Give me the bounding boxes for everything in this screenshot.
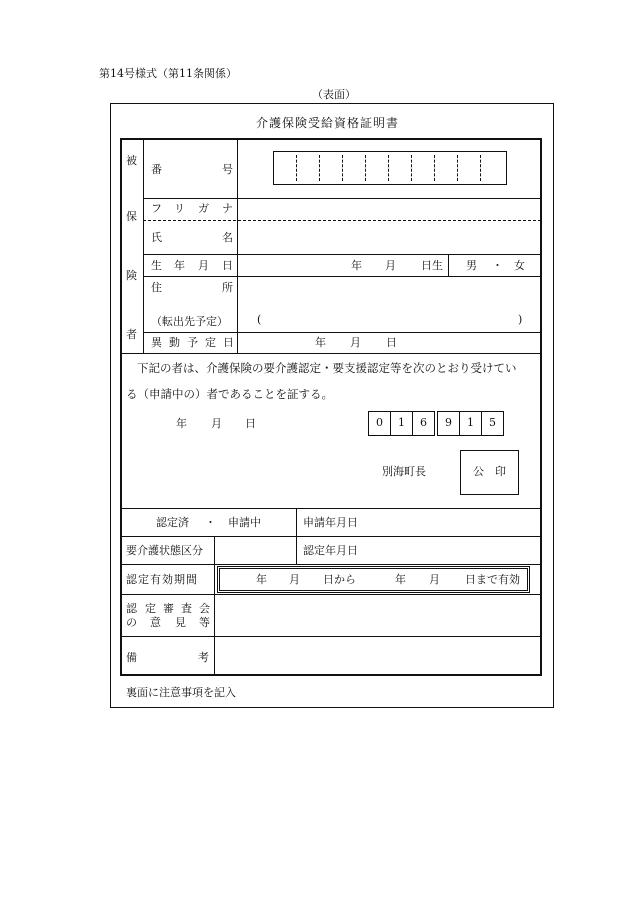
form-number: 第14号様式（第11条関係） bbox=[99, 67, 237, 80]
birth-4: 日 bbox=[222, 259, 233, 272]
application-date-label: 申請年月日 bbox=[303, 516, 358, 529]
birth-day: 日生 bbox=[421, 259, 443, 272]
move-month: 月 bbox=[350, 336, 361, 349]
review-7: 意 bbox=[150, 616, 161, 629]
main-frame bbox=[120, 138, 542, 676]
insured-char-1: 被 bbox=[126, 154, 137, 167]
period-from-day: 日から bbox=[323, 573, 356, 586]
birth-month: 月 bbox=[385, 259, 396, 272]
remarks-a: 備 bbox=[126, 651, 137, 664]
insured-char-4: 者 bbox=[126, 328, 137, 341]
period-from-month: 月 bbox=[289, 573, 300, 586]
certify-line-1: 下記の者は、介護保険の要介護認定・要支援認定等を次のとおり受けてい bbox=[137, 361, 517, 375]
transfer-paren-open: ( bbox=[257, 313, 262, 326]
furigana-2: リ bbox=[174, 202, 185, 215]
insurer-digit-1: 0 bbox=[368, 411, 391, 436]
review-4: 査 bbox=[181, 602, 192, 615]
insurer-digit-3: 6 bbox=[412, 411, 435, 436]
move-day: 日 bbox=[386, 336, 397, 349]
review-6: の bbox=[126, 616, 137, 629]
seal-label: 公 印 bbox=[473, 465, 506, 478]
number-box[interactable] bbox=[273, 151, 507, 185]
gender-female[interactable]: 女 bbox=[514, 259, 525, 272]
insurer-digit-6: 5 bbox=[481, 411, 504, 436]
valid-period-label: 認定有効期間 bbox=[126, 573, 198, 586]
gender-dot: ・ bbox=[492, 259, 503, 272]
furigana-1: フ bbox=[151, 202, 162, 215]
period-to-day: 日まで有効 bbox=[465, 573, 520, 586]
furigana-4: ナ bbox=[222, 202, 233, 215]
transfer-paren-close: ) bbox=[518, 313, 523, 326]
remarks-b: 考 bbox=[198, 651, 209, 664]
review-3: 審 bbox=[163, 602, 174, 615]
form-title: 介護保険受給資格証明書 bbox=[256, 116, 400, 130]
period-to-year: 年 bbox=[395, 573, 406, 586]
status-pending[interactable]: 申請中 bbox=[228, 516, 261, 529]
gender-male[interactable]: 男 bbox=[466, 259, 477, 272]
insurer-digit-2: 1 bbox=[390, 411, 413, 436]
birth-1: 生 bbox=[151, 259, 162, 272]
review-2: 定 bbox=[145, 602, 156, 615]
status-approved[interactable]: 認定済 bbox=[156, 516, 189, 529]
issue-month: 月 bbox=[211, 417, 222, 430]
certify-line-2: る（申請中の）者であることを証する。 bbox=[126, 387, 333, 401]
move-5: 日 bbox=[223, 336, 234, 349]
birth-2: 年 bbox=[174, 259, 185, 272]
number-label-a: 番 bbox=[151, 163, 162, 176]
insurer-digit-4: 9 bbox=[437, 411, 460, 436]
furigana-3: ガ bbox=[198, 202, 209, 215]
address-label-a: 住 bbox=[151, 281, 162, 294]
review-5: 会 bbox=[199, 602, 210, 615]
move-year: 年 bbox=[315, 336, 326, 349]
status-dot: ・ bbox=[205, 516, 216, 529]
review-1: 認 bbox=[126, 602, 137, 615]
review-8: 見 bbox=[175, 616, 186, 629]
side-label: （表面） bbox=[312, 88, 356, 101]
period-to-month: 月 bbox=[429, 573, 440, 586]
issue-day: 日 bbox=[245, 417, 256, 430]
period-from-year: 年 bbox=[256, 573, 267, 586]
birth-3: 月 bbox=[198, 259, 209, 272]
insurer-digit-5: 1 bbox=[459, 411, 482, 436]
name-label-b: 名 bbox=[222, 231, 233, 244]
move-1: 異 bbox=[151, 336, 162, 349]
address-label-b: 所 bbox=[222, 281, 233, 294]
number-label-b: 号 bbox=[222, 163, 233, 176]
insured-char-3: 険 bbox=[126, 269, 137, 282]
issue-year: 年 bbox=[176, 417, 187, 430]
move-4: 定 bbox=[205, 336, 216, 349]
footer-note: 裏面に注意事項を記入 bbox=[126, 686, 236, 699]
insured-char-2: 保 bbox=[126, 210, 137, 223]
name-label-a: 氏 bbox=[151, 231, 162, 244]
move-3: 予 bbox=[187, 336, 198, 349]
birth-year: 年 bbox=[351, 259, 362, 272]
review-9: 等 bbox=[199, 616, 210, 629]
mayor-label: 別海町長 bbox=[382, 465, 426, 478]
care-level-label: 要介護状態区分 bbox=[126, 544, 203, 557]
transfer-label: （転出先予定） bbox=[151, 315, 228, 328]
cert-date-label: 認定年月日 bbox=[303, 544, 358, 557]
move-2: 動 bbox=[169, 336, 180, 349]
